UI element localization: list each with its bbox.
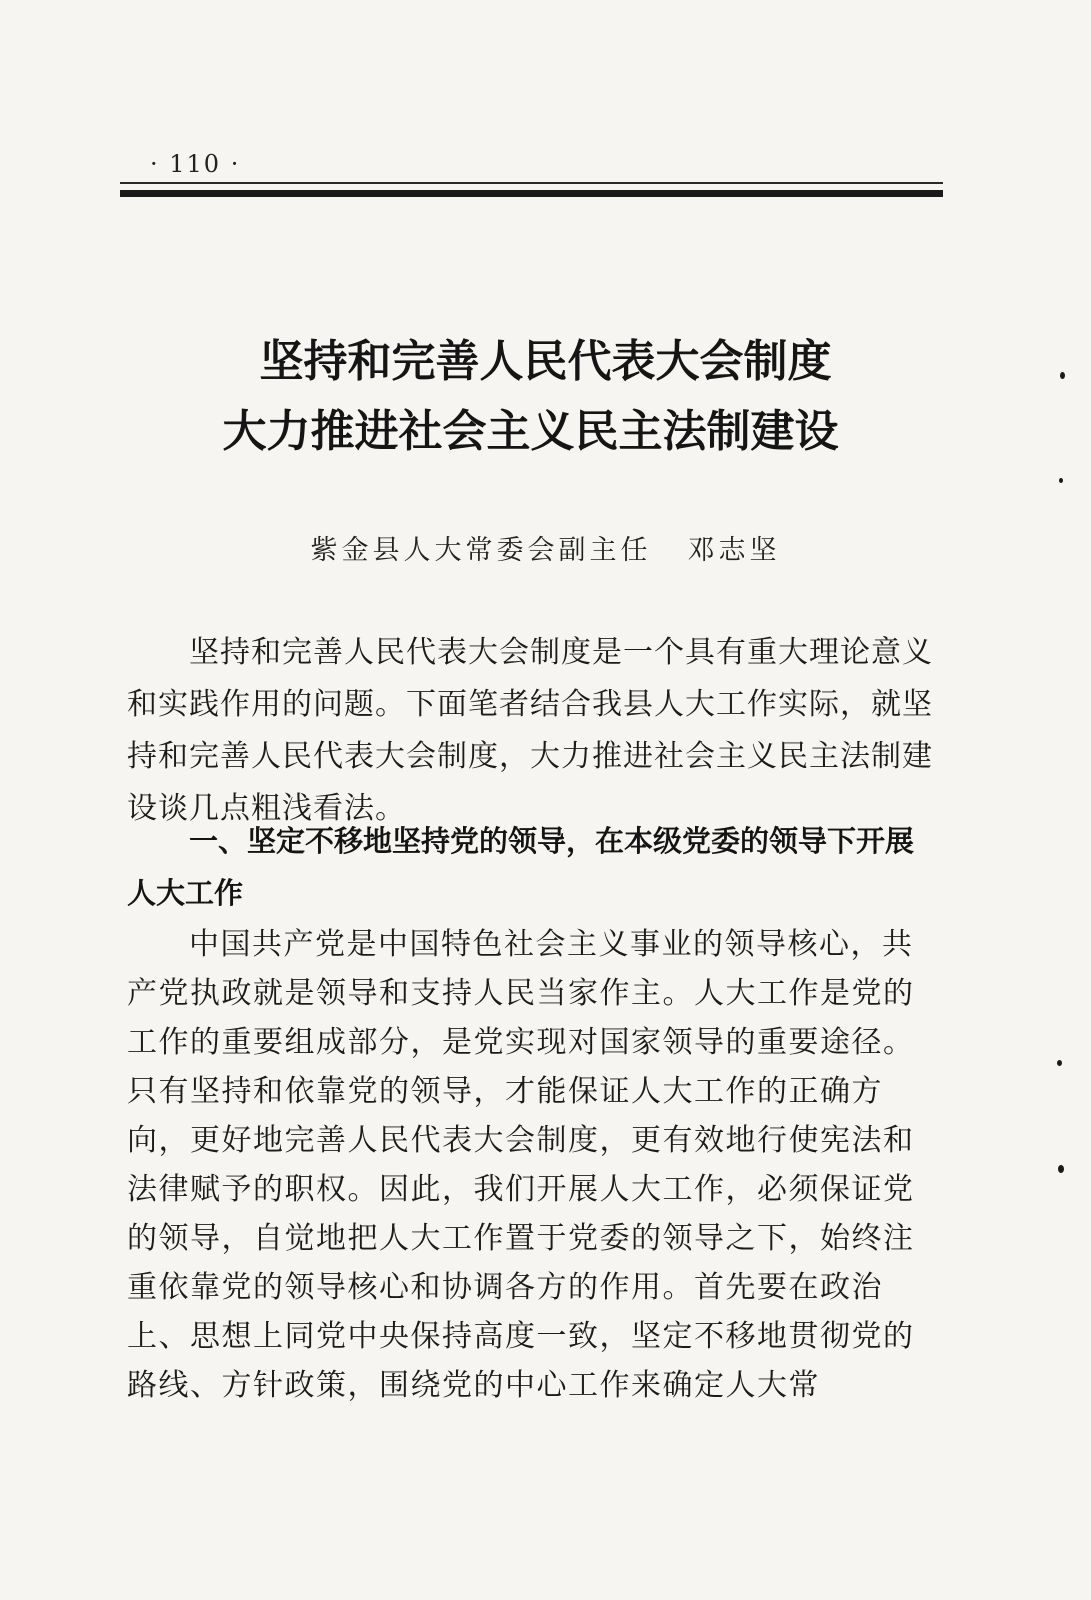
scan-speck xyxy=(1057,1060,1062,1066)
author-title: 紫金县人大常委会副主任 xyxy=(310,535,652,566)
article-title-line-1: 坚持和完善人民代表大会制度 xyxy=(259,336,832,387)
header-rule-thin xyxy=(120,182,943,184)
section-heading-1: 一、坚定不移地坚持党的领导，在本级党委的领导下开展人大工作 xyxy=(127,824,915,910)
page-number: · 110 · xyxy=(150,150,241,178)
article-title-line-2: 大力推进社会主义民主法制建设 xyxy=(222,406,839,457)
scan-speck xyxy=(1058,1165,1064,1173)
scan-speck xyxy=(1059,478,1063,483)
header-rule-thick xyxy=(120,190,943,197)
author-line xyxy=(0,528,1091,567)
paragraph-section-1: 中国共产党是中国特色社会主义事业的领导核心，共产党执政就是领导和支持人民当家作主。人大工作是党的工作的重要组成部分，是党实现对国家领导的重要途径。只有坚持和依靠党的领导，才能保证人大工作的正确方向，更好地完善人民代表大会制度，更有效地行使宪法和法律赋予的职权。因此，我们开展人大工作，必须保证党的领导，自觉地把人大工作置于党委的领导之下，始终注重依靠党的领导核心和协调各方的作用。首先要在政治上、思想上同党中央保持高度一致，坚定不移地贯彻党的路线、方针政策，围绕党的中心工作来确定人大常 xyxy=(127,927,915,1403)
author-name: 邓志坚 xyxy=(687,535,781,566)
paragraph-intro: 坚持和完善人民代表大会制度是一个具有重大理论意义和实践作用的问题。下面笔者结合我县人大工作实际，就坚持和完善人民代表大会制度，大力推进社会主义民主法制建设谈几点粗浅看法。 xyxy=(127,635,933,826)
scan-speck xyxy=(1060,372,1065,379)
